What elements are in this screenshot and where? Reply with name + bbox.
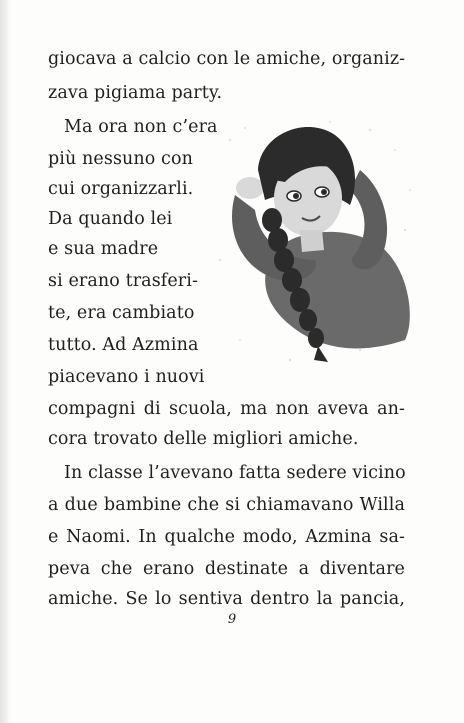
text-line-5: cui organizzarli. xyxy=(48,179,194,199)
text-line-6: Da quando lei xyxy=(48,209,173,229)
text-line-10: tutto. Ad Azmina xyxy=(48,335,199,355)
girl-illustration xyxy=(210,110,420,380)
text-line-2: zava pigiama party. xyxy=(48,83,223,103)
text-line-18: amiche. Se lo sentiva dentro la pancia, xyxy=(48,589,405,609)
text-line-1: giocava a calcio con le amiche, organiz- xyxy=(48,49,406,69)
text-line-16: e Naomi. In qualche modo, Azmina sa- xyxy=(48,527,405,547)
text-line-13: cora trovato delle migliori amiche. xyxy=(48,429,359,449)
text-line-9: te, era cambiato xyxy=(48,303,195,323)
text-line-17: peva che erano destinate a diventare xyxy=(48,559,405,579)
text-line-4: più nessuno con xyxy=(48,149,193,169)
text-line-14: In classe l’avevano fatta sedere vicino xyxy=(64,463,406,483)
text-line-7: e sua madre xyxy=(48,239,159,259)
text-line-11: piacevano i nuovi xyxy=(48,367,205,387)
text-line-15: a due bambine che si chiamavano Willa xyxy=(48,495,405,515)
text-line-3: Ma ora non c’era xyxy=(64,117,218,137)
text-line-12: compagni di scuola, ma non aveva an- xyxy=(48,399,405,419)
text-line-8: si erano trasferi- xyxy=(48,271,198,291)
page-number: 9 xyxy=(227,612,237,627)
